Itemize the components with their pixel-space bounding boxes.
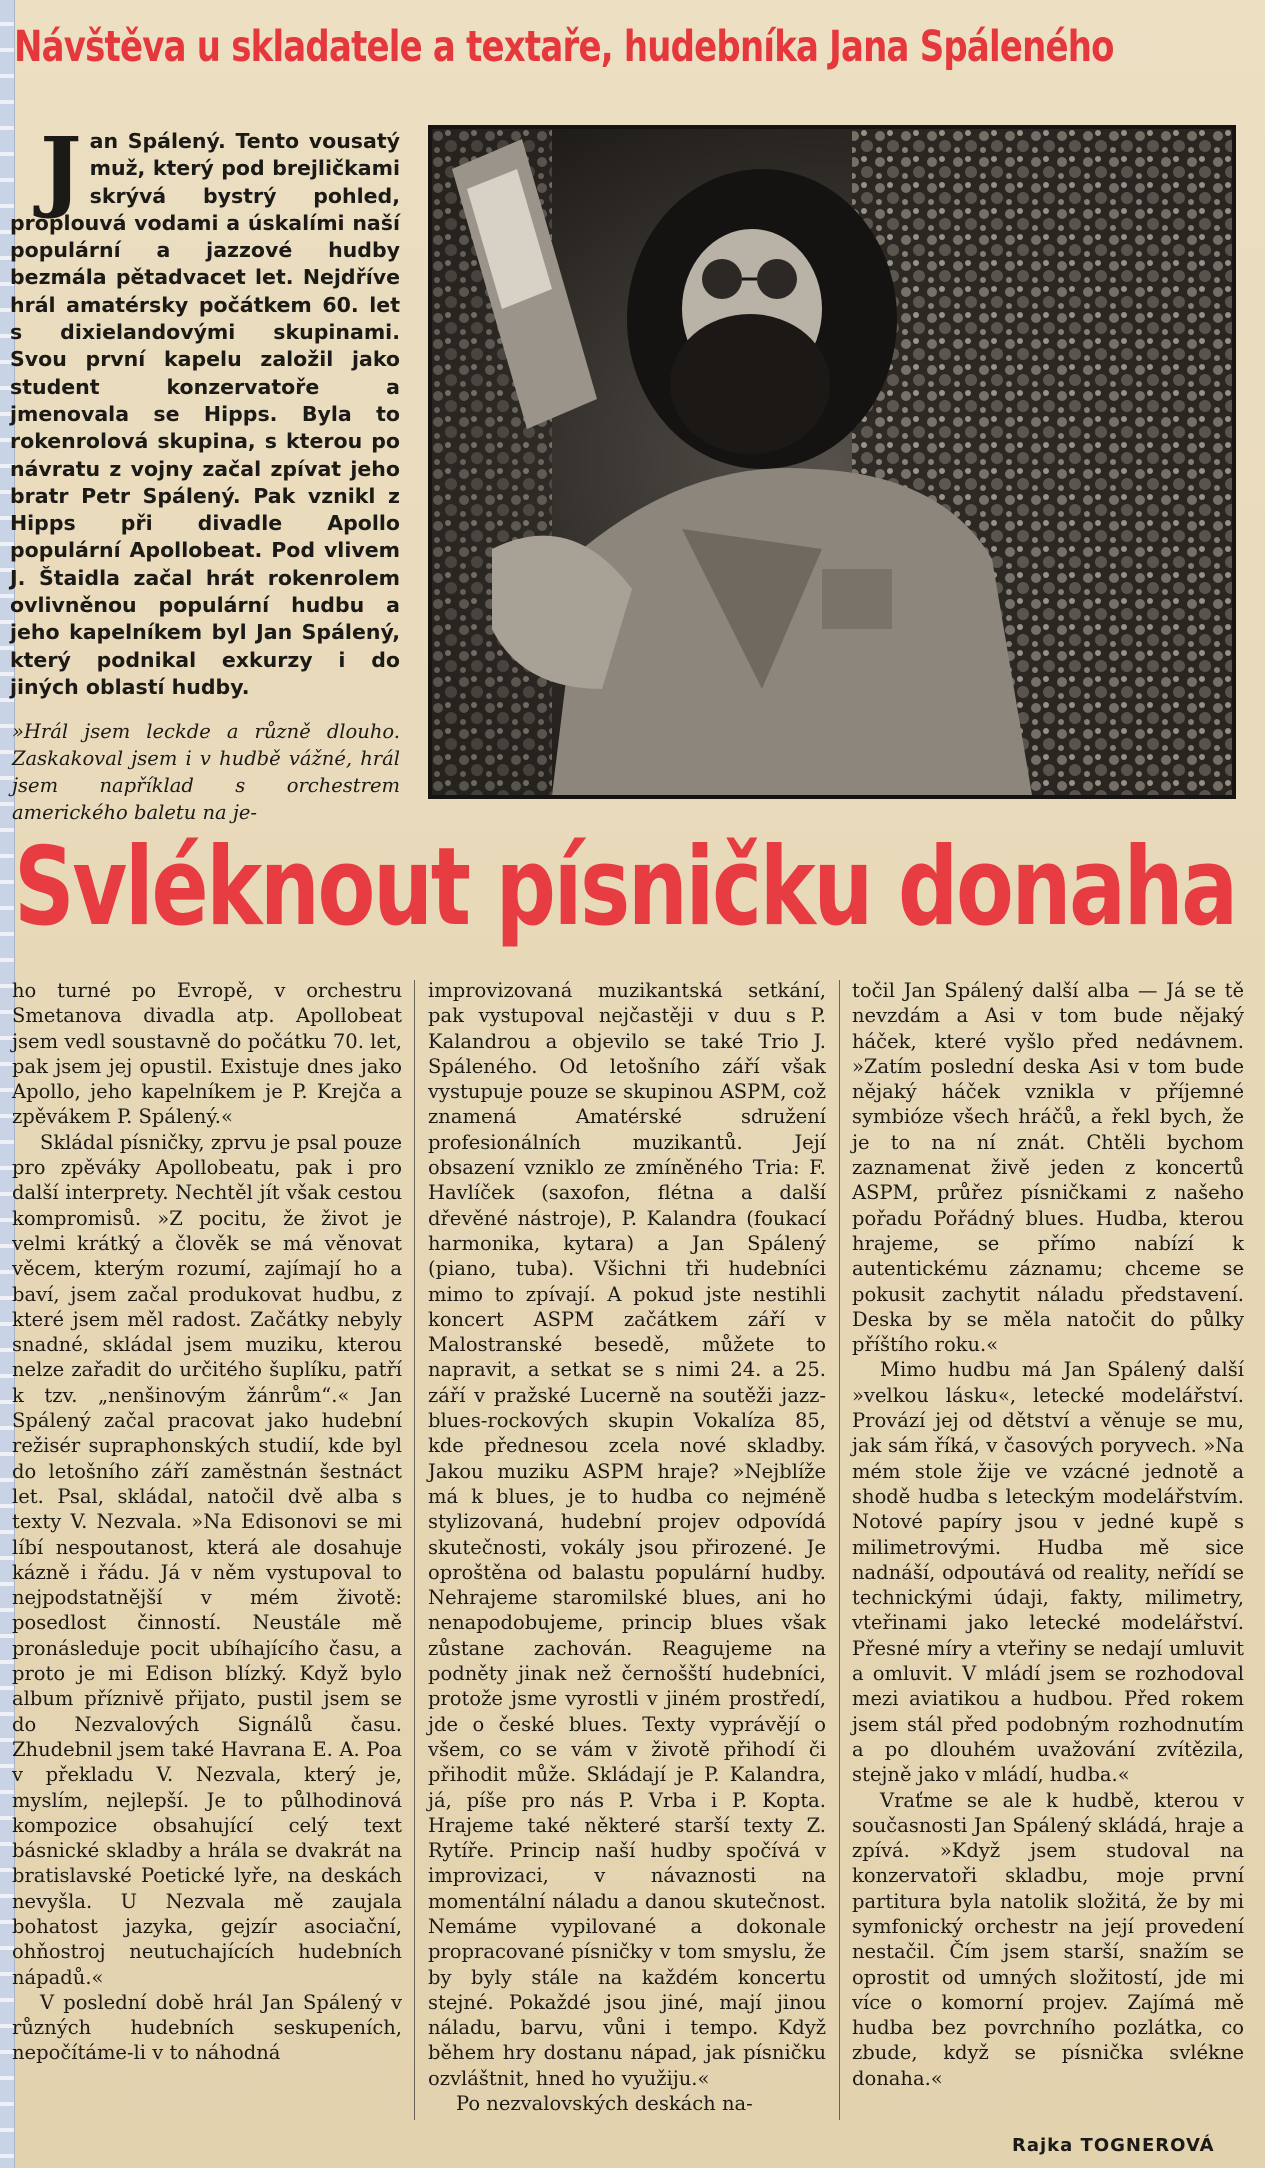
portrait-photo	[428, 125, 1236, 799]
col1-paragraph-2: Skládal písničky, zprvu je psal pouze pro zpěváky Apollobeatu, pak i pro další interprety. Nechtěl jít však cestou kompromisů. »Z pocitu, že život je velmi krátký a člověk se má věnovat věcem, kterým rozumí, zajímají ho a baví, jsem začal produkovat hudbu, z které jsem měl radost. Začátky nebyly snadné, skládal jsem muziku, kterou nelze zařadit do určitého šuplíku, patří k tzv. „nenšinovým žánrům“.« Jan Spálený začal pracovat jako hudební režisér supraphonských studií, kde byl do letošního září zaměstnán šestnáct let. Psal, skládal, natočil dvě alba s texty V. Nezvala. »Na Edisonovi se mi líbí nespoutanost, která ale dosahuje kázně i řádu. Já v něm vystupoval to nejpodstatnější v mém životě: posedlost činností. Neustále mě pronásleduje pocit ubíhajícího času, a proto je mi Edison blízký. Když bylo album příznivě přijato, pustil jsem se do Nezvalových Signálů času. Zhudebnil jsem také Havrana E. A. Poa v překladu V. Nezvala, který je, myslím, nejlepší. Je to půlhodinová kompozice obsahující celý text básnické skladby a hrála se dvakrát na bratislavské Poetické lyře, na deskách nevyšla. U Nezvala mě zaujala bohatost jazyka, gejzír asociační, ohňostroj neutuchajících hudebních nápadů.«	[12, 1130, 402, 1989]
author-byline: Rajka TOGNEROVÁ	[1012, 2135, 1215, 2156]
column-divider	[414, 980, 415, 2120]
lead-paragraph	[10, 117, 400, 701]
col3-paragraph-3: Vraťme se ale k hudbě, kterou v současnosti Jan Spálený skládá, hraje a zpívá. »Když jsem studoval na konzervatoři skladbu, moje první partitura byla natolik složitá, že by mi symfonický orchestr na její provedení nestačil. Čím jsem starší, snažím se oprostit od umných složitostí, jde mi více o komorní projev. Zajímá mě hudba bez povrchního pozlátka, co zbude, když se písnička svlékne donaha.«	[852, 1788, 1244, 2090]
main-headline: Svléknout písničku donaha	[14, 825, 1236, 950]
column-2	[428, 978, 826, 2116]
col2-paragraph-2: Po nezvalovských deskách na-	[456, 2092, 753, 2116]
portrait-photo-image	[432, 129, 1232, 795]
quote-intro: »Hrál jsem leckde a různě dlouho. Zaskakoval jsem i v hudbě vážné, hrál jsem například s orchestrem amerického baletu na je-	[12, 720, 400, 824]
lead-text: an Spálený. Tento vousatý muž, který pod brejličkami skrývá bystrý pohled, proplouvá vodami a úskalími naší populární a jazzové hudby bezmála pětadvacet let. Nejdříve hrál amatérsky počátkem 60. let s dixielandovými skupinami. Svou první kapelu založil jako student konzervatoře a jmenovala se Hipps. Byla to rokenrolová skupina, s kterou po návratu z vojny začal zpívat jeho bratr Petr Spálený. Pak vznikl z Hipps při divadle Apollo populární Apollobeat. Pod vlivem J. Štaidla začal hrát rokenrolem ovlivněnou populární hudbu a jeho kapelníkem byl Jan Spálený, který podnikal exkurzy i do jiných oblastí hudby.	[10, 129, 400, 699]
col3-paragraph-2: Mimo hudbu má Jan Spálený další »velkou lásku«, letecké modelářství. Provází jej od dětství a věnuje se mu, jak sám říká, v časových poryvech. »Na mém stole žije ve vzácné jednotě a shodě hudba s leteckým modelářstvím. Notové papíry jsou v jedné kupě s milimetrovými. Hudba mě sice nadnáší, odpoutává od reality, neřídí se technickými údaji, fakty, milimetry, vteřinami jako letecké modelářství. Přesné míry a vteřiny se nedají umluvit a omluvit. V mládí jsem se rozhodoval mezi aviatikou a hudbou. Před rokem jsem stál před podobným rozhodnutím a po dlouhém uvažování zvítězila, stejně jako v mládí, hudba.«	[852, 1358, 1244, 1787]
column-1	[12, 978, 402, 2066]
column-divider	[839, 980, 840, 2120]
col3-paragraph-1: točil Jan Spálený další alba — Já se tě nevzdám a Asi v tom bude nějaký háček, které vyšlo před nedávnem. »Zatím poslední deska Asi v tom bude nějaký háček vznikla v příjemné symbióze všech hráčů, a řekl bych, že je to na ní znát. Chtěli bychom zaznamenat živě jeden z koncertů ASPM, průřez písničkami z našeho pořadu Pořádný blues. Hudba, kterou hrajeme, se přímo nabízí k autentickému záznamu; chceme se pokusit zachytit náladu představení. Deska by se měla natočit do půlky příštího roku.«	[852, 979, 1244, 1357]
col1-paragraph-1: ho turné po Evropě, v orchestru Smetanova divadla atp. Apollobeat jsem vedl soustavně do počátku 70. let, pak jsem jej opustil. Existuje dnes jako Apollo, jeho kapelníkem je P. Krejča a zpěvákem P. Spálený.«	[12, 979, 402, 1129]
drop-cap: J	[40, 117, 82, 221]
column-3	[852, 978, 1244, 2091]
col2-paragraph-1: improvizovaná muzikantská setkání, pak vystupoval nejčastěji v duu s P. Kalandrou a objevilo se také Trio J. Spáleného. Od letošního září však vystupuje pouze se skupinou ASPM, což znamená Amatérské sdružení profesionálních muzikantů. Její obsazení vzniklo ze zmíněného Tria: F. Havlíček (saxofon, flétna a další dřevěné nástroje), P. Kalandra (foukací harmonika, kytara) a Jan Spálený (piano, tuba). Všichni tři hudebníci mimo to zpívají. A pokud jste nestihli koncert ASPM začátkem září v Malostranské besedě, můžete to napravit, a setkat se s nimi 24. a 25. září v pražské Lucerně na soutěži jazz-blues-rockových skupin Vokalíza 85, kde přednesou zcela nové skladby. Jakou muziku ASPM hraje? »Nejblíže má k blues, je to hudba co nejméně stylizovaná, hudební projev odpovídá skutečnosti, vokály jsou přirozené. Je oproštěna od balastu populární hudby. Nehrajeme staromilské blues, ani ho nenapodobujeme, princip blues však zůstane zachován. Reagujeme na podněty jinak než černošští hudebníci, protože jsme vyrostli v jiném prostředí, jde o české blues. Texty vyprávějí o všem, co se vám v životě přihodí či přihodit může. Skládají je P. Kalandra, já, píše pro nás P. Vrba i P. Kopta. Hrajeme také některé starší texty Z. Rytíře. Princip naší hudby spočívá v improvizaci, v návaznosti na momentální náladu a danou skutečnost. Nemáme vypilované a dokonale propracované písničky v tom smyslu, že by byly stále na každém koncertu stejné. Pokaždé jsou jiné, mají jinou náladu, barvu, vůni i tempo. Když během hry dostanu nápad, jak písničku ozvláštnit, hned ho využiju.«	[428, 979, 826, 2090]
col1-paragraph-3: V poslední době hrál Jan Spálený v různých hudebních seskupeních, nepočítáme-li v to náhodná	[12, 1990, 402, 2065]
kicker-title: Návštěva u skladatele a textaře, hudebníka Jana Spáleného	[14, 22, 1114, 72]
